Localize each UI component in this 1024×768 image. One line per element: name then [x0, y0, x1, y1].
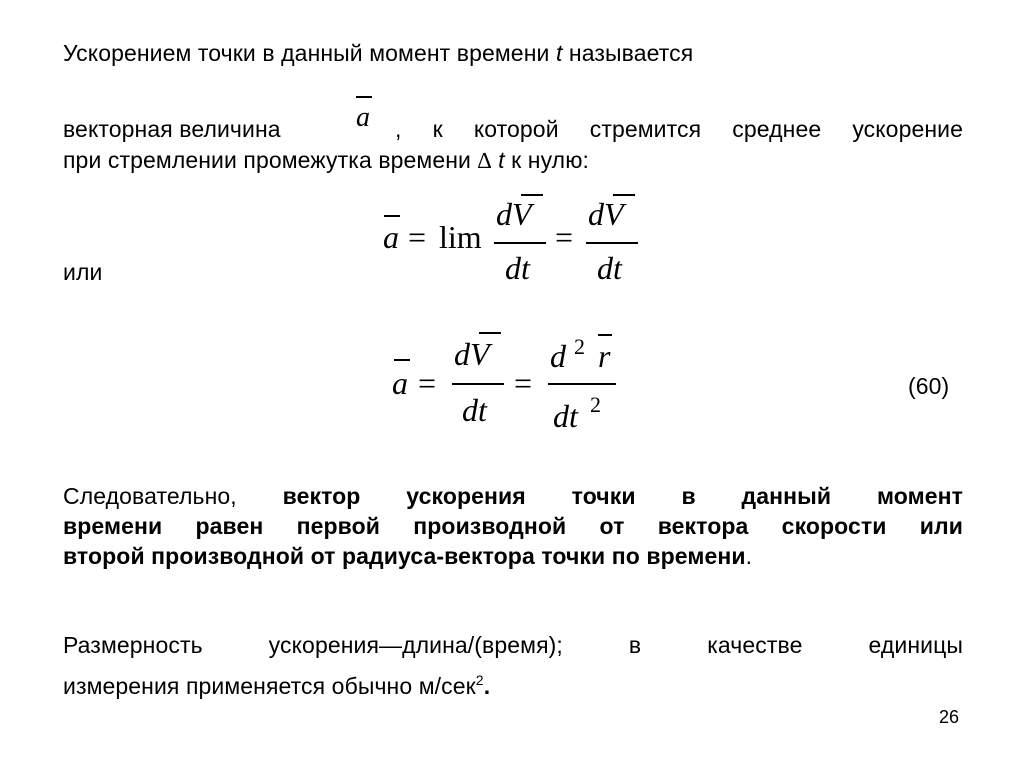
eq2-numerator-r: r: [598, 338, 611, 374]
eq2-equals-2: =: [514, 365, 533, 401]
eq1-numerator-2: dV: [588, 196, 624, 232]
intro-text-1: Ускорением точки в данный момент времени: [63, 40, 556, 66]
equation-60: [388, 326, 638, 438]
eq1-numerator-1: dV: [496, 196, 532, 232]
eq2-numerator-exponent: 2: [574, 334, 585, 359]
conclusion-line-3: [63, 541, 963, 571]
eq2-a-bar: [394, 359, 410, 361]
eq1-equals-2: =: [555, 219, 574, 255]
paragraph-intro: [63, 38, 963, 68]
eq2-denominator-1: dt: [462, 392, 487, 428]
delta-symbol: ∆: [477, 148, 492, 173]
conclusion-lead: Следовательно,: [63, 483, 237, 509]
eq2-numerator-1: dV: [454, 336, 490, 372]
definition-text-3: при стремлении промежутка времени: [63, 147, 478, 173]
units-line-2: [63, 671, 963, 704]
vector-a-letter: a: [356, 102, 370, 133]
equation-number: (60): [908, 373, 950, 399]
equation-limit: [380, 188, 650, 290]
delta-t-variable: t: [498, 147, 505, 173]
definition-text-2: , к которой стремится среднее ускорение: [395, 116, 963, 142]
vector-a-inline: [352, 92, 376, 142]
page-number: 26: [939, 707, 960, 727]
conclusion-end: .: [745, 543, 753, 569]
eq1-fraction-line-1: [494, 242, 546, 244]
units-paragraph: [63, 630, 963, 704]
eq2-fraction-line-1: [452, 383, 504, 385]
eq2-v-bar: [479, 332, 501, 334]
units-line-1: Размерность ускорения—длина/(время); в качестве единицы: [63, 632, 963, 658]
intro-t-variable: t: [555, 40, 563, 66]
units-text: измерения применяется обычно м/сек: [63, 673, 476, 699]
eq2-equals: =: [418, 365, 437, 401]
eq1-denominator-1: dt: [505, 250, 530, 286]
or-label: или: [63, 259, 103, 285]
definition-line-2: [63, 145, 963, 176]
conclusion-bold-2: времени равен первой производной от вектора скорости или: [63, 513, 963, 539]
eq2-denominator-exponent: 2: [590, 392, 601, 417]
definition-text-1: векторная величина: [63, 116, 281, 142]
eq1-lim: lim: [439, 219, 482, 255]
conclusion-bold-3: второй производной от радиуса-вектора точки по времени: [63, 543, 746, 569]
eq2-fraction-line-2: [548, 383, 616, 385]
vector-bar: [356, 96, 372, 98]
units-end: .: [483, 673, 491, 699]
eq2-a: a: [392, 365, 408, 401]
definition-line-1: [63, 114, 963, 144]
conclusion-line-1: [63, 481, 963, 511]
conclusion-bold-1: вектор ускорения точки в данный момент: [282, 483, 963, 509]
eq1-a-bar: [384, 215, 400, 217]
eq1-fraction-line-2: [586, 242, 638, 244]
eq2-numerator-d: d: [550, 338, 566, 374]
eq2-r-bar: [598, 334, 612, 336]
conclusion-paragraph: [63, 481, 963, 571]
intro-text-2: называется: [562, 40, 694, 66]
eq1-a: a: [383, 219, 399, 255]
eq2-denominator-dt: dt: [553, 398, 578, 434]
units-exponent: 2: [475, 672, 484, 688]
definition-text-4: к нулю:: [504, 147, 590, 173]
eq1-denominator-2: dt: [597, 250, 622, 286]
eq1-equals: =: [408, 219, 427, 255]
